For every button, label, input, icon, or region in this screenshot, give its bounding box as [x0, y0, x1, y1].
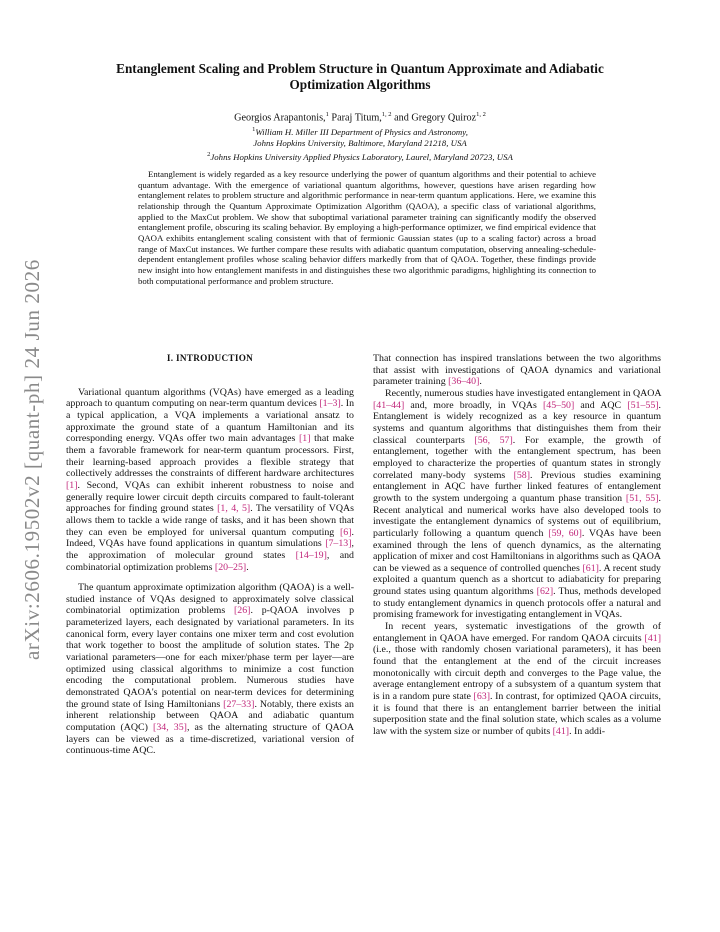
- paragraph-text: Variational quantum algorithms (VQAs) have emerged as a leading approach to quantum computing on near-term quantum devices: [66, 386, 354, 410]
- citation-link[interactable]: [58]: [513, 469, 531, 481]
- paragraph-text: . In addi-: [569, 726, 606, 737]
- paragraph-text: . Second, VQAs can exhibit inherent robustness to noise and generally require lower circuit depth circuits compared to fault-tolerant approaches for finding ground states: [66, 479, 354, 515]
- paragraph-text: (i.e., those with randomly chosen variational parameters), it has been found that the entanglement at the end of the circuit increases monotonically with circuit depth and converges to the Page value, the average entanglement entropy of a subsystem of a quantum system that is in a random pure state: [373, 644, 661, 703]
- citation-link[interactable]: [6]: [340, 526, 352, 538]
- citation-link[interactable]: [36–40]: [448, 376, 480, 388]
- paragraph-text: The quantum approximate optimization algorithm (QAOA) is a well-studied instance of VQAs designed to approximately solve classical combinatorial optimization problems: [66, 582, 354, 617]
- affiliation-1: [80, 124, 640, 149]
- citation-link[interactable]: [41]: [552, 726, 570, 737]
- citation-link[interactable]: [62]: [536, 586, 554, 598]
- paragraph-text: . p-QAOA involves p parameterized layers, each designated by variational parameters. In its canonical form, every layer contains one mixer term and cost evolution that work together to boost the amplitude of solution states. The 2p variational parameters—one for each mixer/phase term per layer—are optimized using classical algorithms to minimize a cost function encoding the computational problem. Numerous studies have demonstrated QAOA's potential on near-term devices for determining the ground state of Ising Hamiltonians: [66, 605, 355, 710]
- citation-link[interactable]: [61]: [582, 562, 599, 574]
- arxiv-identifier-stamp[interactable]: arXiv:2606.19502v2 [quant-ph] 24 Jun 2026: [20, 259, 44, 660]
- affil-mark: 2: [207, 151, 211, 158]
- affil-line: Johns Hopkins University Applied Physics Laboratory, Laurel, Maryland 20723, USA: [210, 151, 513, 162]
- paragraph-text: that make them a favorable framework for near-term quantum processors. First, their learning-based approach provides a flexible strategy that collectively addresses the constraints of different hardware architectures: [66, 433, 354, 480]
- paragraph-text: . The versatility of VQAs allows them to tackle a wide range of tasks, and it has been shown that they can even be employed for universal quantum computing: [66, 503, 355, 538]
- citation-link[interactable]: [1, 4, 5]: [217, 503, 251, 515]
- paragraph: [66, 387, 354, 574]
- paragraph-text: . Notably, there exists an inherent relationship between QAOA and adiabatic quantum computation (AQC): [66, 698, 354, 734]
- citation-link[interactable]: [51, 55]: [625, 492, 659, 504]
- citation-link[interactable]: [34, 35]: [153, 722, 187, 734]
- paragraph-text: . In a typical application, a VQA implements a variational ansatz to approximate the ground state of a quantum Hamiltonian and its corresponding energy. VQAs offer two main advantages: [66, 398, 355, 445]
- paragraph-text: , as the alternating structure of QAOA layers can be viewed as a time-discretized, variational version of continuous-time AQC.: [66, 722, 354, 757]
- paragraph-text: Recently, numerous studies have investigated entanglement in QAOA: [385, 387, 661, 399]
- author-affil-mark: 1, 2: [476, 111, 486, 118]
- affil-line: Johns Hopkins University, Baltimore, Maryland 21218, USA: [253, 137, 467, 148]
- paragraph-text: . Previous studies examining entanglement in AQC have further linked features of entanglement growth to the system undergoing a quantum phase transition: [373, 469, 661, 504]
- paragraph-text: . Recent analytical and numerical works have also developed tools to investigate the entanglement dynamics of systems out of equilibrium, particularly following a quantum quench: [373, 492, 661, 539]
- paragraph: [373, 621, 661, 738]
- citation-link[interactable]: [51–55]: [627, 399, 659, 411]
- paragraph: [66, 582, 354, 757]
- paragraph-text: . Indeed, VQAs have found applications in quantum simulations: [66, 526, 354, 550]
- paragraph-text: . For example, the growth of entanglement, together with the entanglement spectrum, has been employed to characterize the properties of quantum states in strongly correlated many-body systems: [373, 434, 662, 481]
- citation-link[interactable]: [41]: [644, 632, 661, 644]
- abstract: Entanglement is widely regarded as a key resource underlying the power of quantum algorithms and their potential to achieve quantum advantage. With the emergence of variational quantum algorithms, however, questions have arisen regarding how entanglement relates to problem structure and algorithmic performance in near-term quantum applications. Here, we examine this relationship through the Quantum Approximate Optimization Algorithm (QAOA), a specific class of variational algorithms, applied to the MaxCut problem. We show that suboptimal variational parameter training can significantly modify the observed entanglement profile, obscuring its scaling behavior. By employing a high-performance optimizer, we find empirical evidence that QAOA exhibits entanglement scaling consistent with that of fermionic Gaussian states (up to a scaling factor) across a broad range of MaxCut instances. We further compare these results with adiabatic quantum computation, observing annealing-schedule-dependent entanglement profiles whose scaling behavior differs markedly from that of QAOA. Together, these findings provide new insight into how entanglement manifests in and distinguishes these two algorithmic paradigms, highlighting its connection to both computational performance and problem structure.: [138, 169, 596, 286]
- paragraph-text: . Entanglement is widely recognized as a key resource in quantum systems and quantum algorithms that distinguishes them from their classical counterparts: [373, 399, 662, 446]
- citation-link[interactable]: [7–13]: [325, 538, 352, 550]
- paragraph: [373, 388, 661, 621]
- citation-link[interactable]: [1]: [299, 433, 311, 445]
- citation-link[interactable]: [63]: [473, 691, 490, 703]
- citation-link[interactable]: [56, 57]: [474, 434, 513, 446]
- affil-mark: 1: [252, 126, 256, 133]
- citation-link[interactable]: [27–33]: [223, 698, 255, 710]
- author-affil-mark: 1, 2: [381, 111, 392, 118]
- affiliation-2: [80, 149, 640, 163]
- paragraph-text: . VQAs have been examined through the lens of quench dynamics, as the alternating application of mixer and cost Hamiltonians in algorithms such as QAOA can be viewed as a sequence of controlled quenches: [373, 527, 662, 574]
- paragraph: [373, 353, 661, 388]
- citation-link[interactable]: [20–25]: [214, 561, 247, 573]
- author-name: and Gregory Quiroz: [391, 112, 477, 124]
- right-column: [373, 353, 661, 738]
- paragraph-text: .: [479, 376, 482, 388]
- section-heading-introduction: I. INTRODUCTION: [166, 353, 254, 363]
- paragraph-text: and AQC: [574, 399, 628, 411]
- paragraph-text: and, more broadly, in VQAs: [404, 399, 543, 411]
- citation-link[interactable]: [1–3]: [319, 398, 341, 410]
- paragraph-text: , the approximation of molecular ground states: [66, 538, 354, 561]
- paragraph-text: .: [246, 561, 249, 573]
- citation-link[interactable]: [26]: [234, 605, 251, 617]
- left-column: [66, 353, 354, 757]
- citation-link[interactable]: [41–44]: [373, 399, 405, 411]
- author-name: Georgios Arapantonis,: [234, 112, 326, 124]
- paragraph-text: . Thus, methods developed to study entanglement dynamics in quench protocols offer a natural and promising framework for investigating entanglement in VQAs.: [373, 586, 661, 621]
- citation-link[interactable]: [1]: [66, 479, 78, 491]
- citation-link[interactable]: [59, 60]: [548, 527, 582, 539]
- author-list: [80, 108, 640, 124]
- paragraph-text: , and combinatorial optimization problems: [66, 549, 354, 573]
- author-name: Paraj Titum,: [328, 112, 382, 124]
- paragraph-text: . In contrast, for optimized QAOA circuits, it is found that there is an entanglement barrier between the initial superposition state and the final solution state, which scales as a volume law with the system size or number of qubits: [373, 691, 661, 737]
- author-affil-mark: 1: [325, 111, 329, 118]
- paragraph-text: In recent years, systematic investigations of the growth of entanglement in QAOA have emerged. For random QAOA circuits: [373, 621, 661, 644]
- citation-link[interactable]: [14–19]: [295, 549, 327, 561]
- paragraph-text: That connection has inspired translations between the two algorithms that assist with investigations of QAOA dynamics and variational parameter training: [373, 353, 661, 388]
- citation-link[interactable]: [45–50]: [542, 399, 575, 411]
- paragraph-text: . A recent study exploited a quantum quench as a shortcut to adiabaticity for preparing ground states using quantum algorithms: [373, 562, 661, 598]
- affil-line: William H. Miller III Department of Physics and Astronomy,: [255, 126, 468, 137]
- paper-title: Entanglement Scaling and Problem Structure in Quantum Approximate and Adiabatic Optimization Algorithms: [116, 61, 604, 92]
